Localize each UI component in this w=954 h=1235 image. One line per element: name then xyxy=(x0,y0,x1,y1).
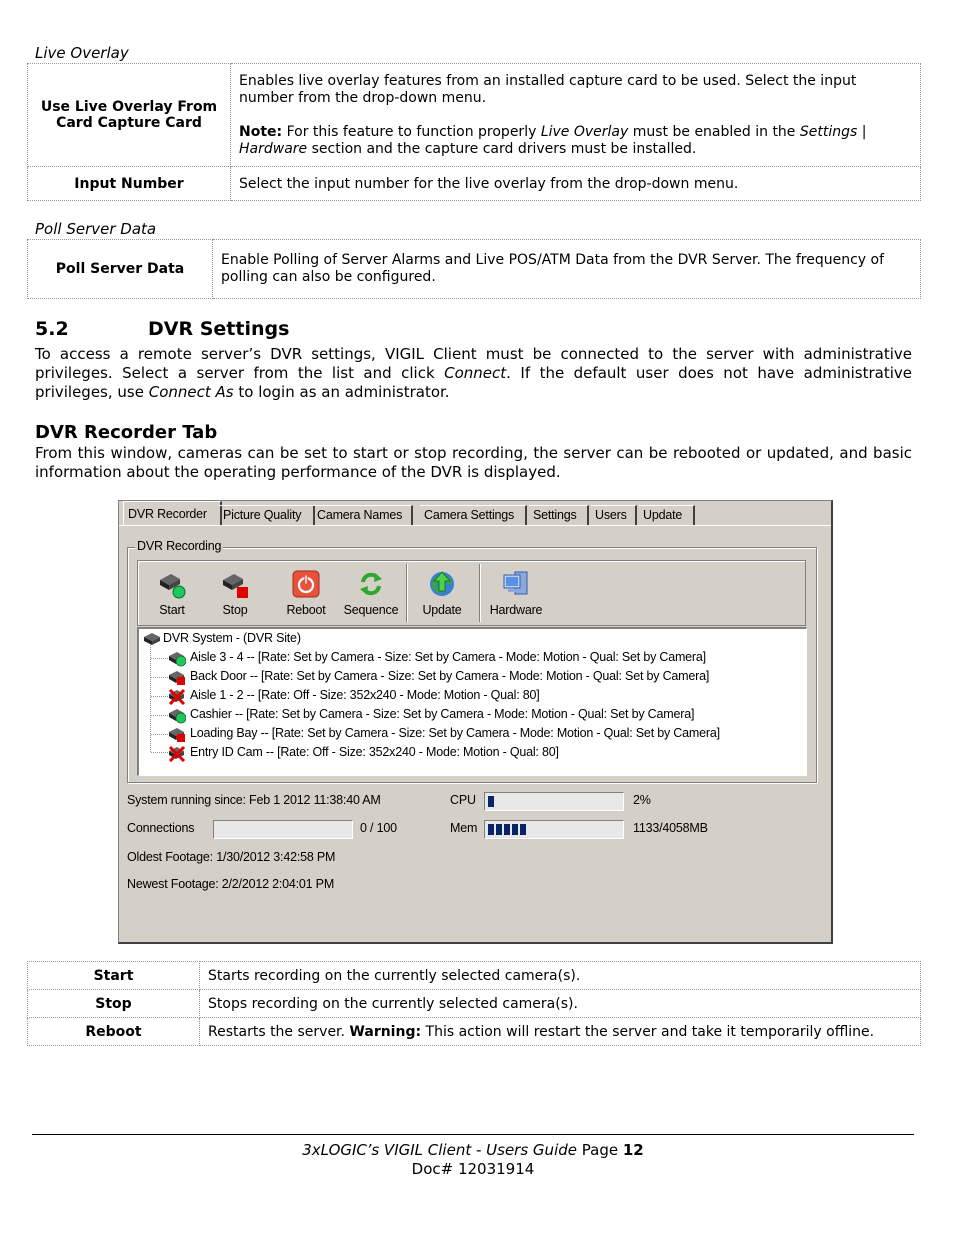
camera-stop-icon xyxy=(220,569,250,599)
tree-camera-item[interactable]: Entry ID Cam -- [Rate: Off - Size: 352x240 - Mode: Motion - Qual: 80] xyxy=(190,745,559,759)
mem-label: Mem xyxy=(450,821,478,835)
power-icon xyxy=(291,569,321,599)
camera-recording-icon xyxy=(168,649,186,667)
camera-off-icon xyxy=(168,687,186,705)
update-button[interactable]: Update xyxy=(414,561,470,625)
toolbar-separator xyxy=(479,564,481,622)
camera-recording-icon xyxy=(168,706,186,724)
poll-table xyxy=(27,239,921,299)
reboot-button[interactable]: Reboot xyxy=(276,561,336,625)
input-number-desc: Select the input number for the live overlay from the drop-down menu. xyxy=(231,167,921,201)
hardware-button[interactable]: Hardware xyxy=(484,561,548,625)
tab-picture-quality[interactable]: Picture Quality xyxy=(219,505,315,525)
poll-heading: Poll Server Data xyxy=(35,220,157,238)
sequence-button[interactable]: Sequence xyxy=(340,561,402,625)
start-button[interactable]: Start xyxy=(142,561,202,625)
tab-camera-names[interactable]: Camera Names xyxy=(313,505,413,525)
globe-update-icon xyxy=(427,569,457,599)
progress-segment xyxy=(488,824,494,835)
tree-root[interactable]: DVR System - (DVR Site) xyxy=(163,631,301,645)
buttons-table xyxy=(27,961,921,1046)
use-live-overlay-desc: Enables live overlay features from an installed capture card to be used. Select the input number from the drop-down menu. Note: For this feature to function properly Live Overlay must be enabled in the Settings | Hardware section and the capture card drivers must be installed. xyxy=(231,64,921,167)
poll-label: Poll Server Data xyxy=(28,240,213,299)
progress-segment xyxy=(512,824,518,835)
camera-tree[interactable] xyxy=(137,627,807,776)
stop-desc: Stops recording on the currently selected camera(s). xyxy=(200,990,921,1018)
section-paragraph: To access a remote server’s DVR settings, VIGIL Client must be connected to the server with administrative privileges. Select a server from the list and click Connect. If the default user does not have administrative privileges, use Connect As to login as an administrator. xyxy=(35,345,912,401)
stop-label: Stop xyxy=(28,990,200,1018)
camera-start-icon xyxy=(157,569,187,599)
tree-camera-item[interactable]: Cashier -- [Rate: Set by Camera - Size: Set by Camera - Mode: Motion - Qual: Set by Camera] xyxy=(190,707,695,721)
use-live-overlay-label: Use Live Overlay From Card Capture Card xyxy=(28,64,231,167)
start-desc: Starts recording on the currently selected camera(s). xyxy=(200,962,921,990)
progress-segment xyxy=(488,796,494,807)
tree-camera-item[interactable]: Aisle 3 - 4 -- [Rate: Set by Camera - Size: Set by Camera - Mode: Motion - Qual: Set by Camera] xyxy=(190,650,706,664)
section-title: DVR Settings xyxy=(148,318,290,340)
dvr-toolbar xyxy=(137,560,806,626)
mem-value: 1133/4058MB xyxy=(633,821,708,835)
section-number: 5.2 xyxy=(35,318,69,340)
camera-stopped-icon xyxy=(168,668,186,686)
footer-title: 3xLOGIC’s VIGIL Client - Users Guide Page 12 xyxy=(302,1141,644,1159)
computer-icon xyxy=(501,569,531,599)
connections-progress-bar xyxy=(213,820,353,839)
tree-camera-item[interactable]: Loading Bay -- [Rate: Set by Camera - Size: Set by Camera - Mode: Motion - Qual: Set by Camera] xyxy=(190,726,720,740)
camera-off-icon xyxy=(168,744,186,762)
cpu-progress-bar xyxy=(484,792,624,811)
tree-camera-item[interactable]: Aisle 1 - 2 -- [Rate: Off - Size: 352x240 - Mode: Motion - Qual: 80] xyxy=(190,688,540,702)
dvr-recording-legend: DVR Recording xyxy=(137,539,222,553)
progress-segment xyxy=(496,824,502,835)
subsection-paragraph: From this window, cameras can be set to start or stop recording, the server can be rebooted or updated, and basic information about the operating performance of the DVR is displayed. xyxy=(35,444,912,481)
live-overlay-table xyxy=(27,63,921,201)
progress-segment xyxy=(504,824,510,835)
cpu-value: 2% xyxy=(633,793,651,807)
camera-stopped-icon xyxy=(168,725,186,743)
footer-doc: Doc# 12031914 xyxy=(411,1160,535,1178)
footer-rule xyxy=(32,1134,914,1135)
dvr-recorder-window xyxy=(118,500,833,944)
cpu-label: CPU xyxy=(450,793,476,807)
toolbar-separator xyxy=(406,564,408,622)
progress-segment xyxy=(520,824,526,835)
tab-users[interactable]: Users xyxy=(591,505,637,525)
input-number-label: Input Number xyxy=(28,167,231,201)
oldest-footage: Oldest Footage: 1/30/2012 3:42:58 PM xyxy=(127,850,336,864)
poll-desc: Enable Polling of Server Alarms and Live POS/ATM Data from the DVR Server. The frequency of polling can also be configured. xyxy=(213,240,921,299)
subsection-title: DVR Recorder Tab xyxy=(35,422,218,443)
tab-dvr-recorder[interactable]: DVR Recorder xyxy=(123,501,222,526)
reboot-desc: Restarts the server. Warning: This action will restart the server and take it temporarily offline. xyxy=(200,1018,921,1046)
tree-camera-item[interactable]: Back Door -- [Rate: Set by Camera - Size: Set by Camera - Mode: Motion - Qual: Set by Camera] xyxy=(190,669,710,683)
start-label: Start xyxy=(28,962,200,990)
stop-button[interactable]: Stop xyxy=(205,561,265,625)
newest-footage: Newest Footage: 2/2/2012 2:04:01 PM xyxy=(127,877,335,891)
tab-camera-settings[interactable]: Camera Settings xyxy=(420,505,527,525)
tab-divider xyxy=(119,525,831,526)
connections-value: 0 / 100 xyxy=(360,821,397,835)
system-running-text: System running since: Feb 1 2012 11:38:40 AM xyxy=(127,793,381,807)
refresh-icon xyxy=(356,569,386,599)
connections-label: Connections xyxy=(127,821,195,835)
tab-update[interactable]: Update xyxy=(639,505,695,525)
mem-progress-bar xyxy=(484,820,624,839)
tab-settings[interactable]: Settings xyxy=(529,505,589,525)
live-overlay-heading: Live Overlay xyxy=(35,44,129,62)
reboot-label: Reboot xyxy=(28,1018,200,1046)
